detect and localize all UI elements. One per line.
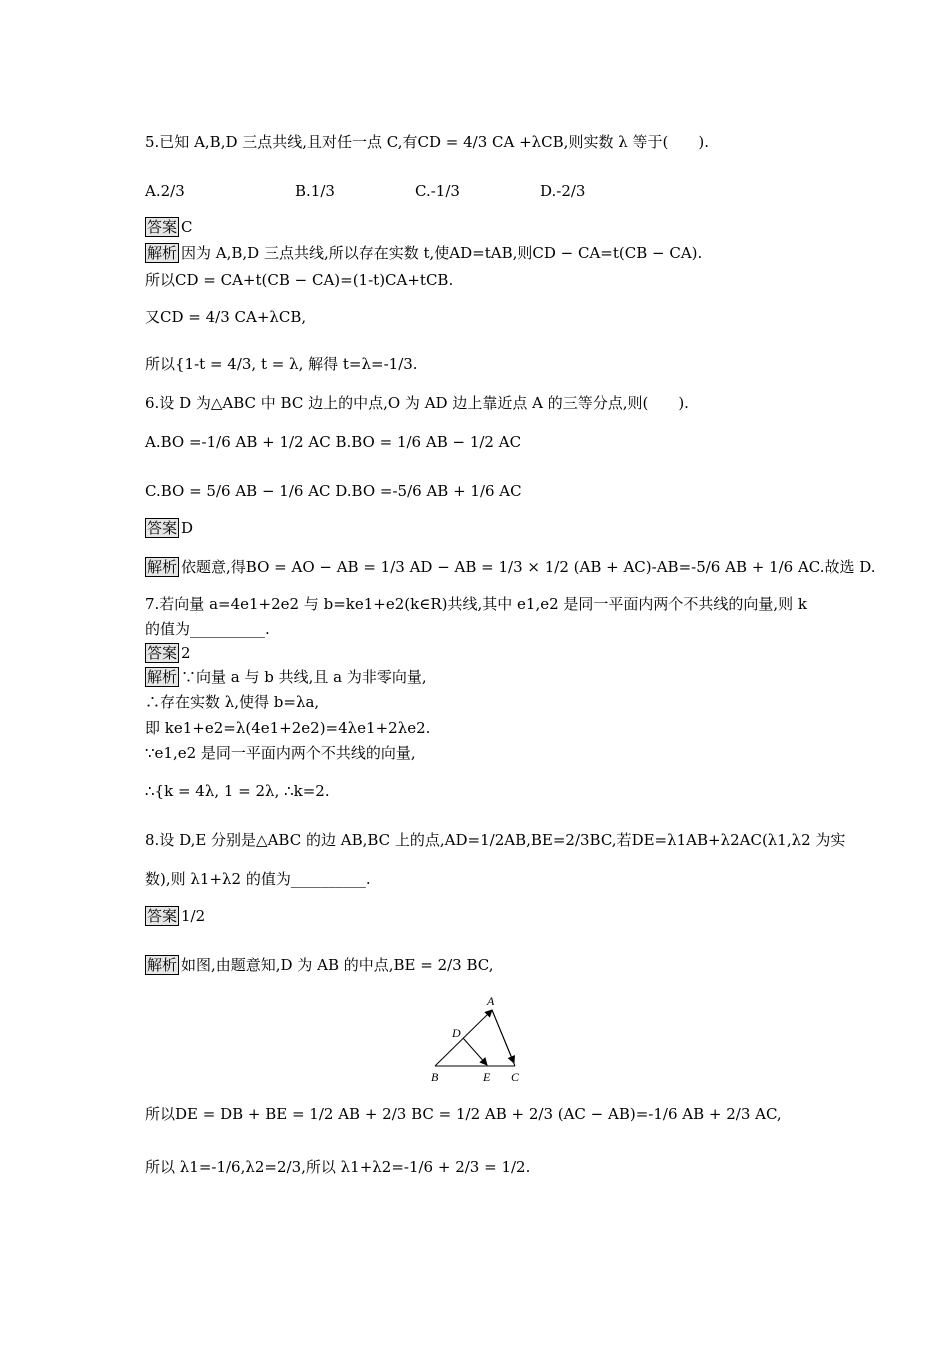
answer-tag: 答案 [147,519,178,537]
answer-tag: 答案 [147,218,178,236]
q5-analysis-text-1: 因为 A,B,D 三点共线,所以存在实数 t,使AD=tAB,则CD − CA=t(CB − CA). [181,244,703,262]
q6-options-row-1: A.BO =-1/6 AB + 1/2 AC B.BO = 1/6 AB − 1/2 AC [145,433,522,451]
q8-analysis-text-1: 如图,由题意知,D 为 AB 的中点,BE = 2/3 BC, [181,956,494,974]
q6-answer: D [181,519,194,537]
q6-analysis-line [145,557,876,577]
q7-analysis-line-5: ∴{k = 4λ, 1 = 2λ, ∴k=2. [145,782,330,800]
q5-stem: 5.已知 A,B,D 三点共线,且对任一点 C,有CD = 4/3 CA +λCB,则实数 λ 等于( ). [145,133,709,151]
q7-stem-line-2: 的值为__________. [145,620,270,638]
q5-option-c: C.-1/3 [415,182,460,200]
q5-option-d: D.-2/3 [540,182,586,200]
q7-analysis-line-2: ∴存在实数 λ,使得 b=λa, [145,693,320,711]
q6-options-row-2: C.BO = 5/6 AB − 1/6 AC D.BO =-5/6 AB + 1/6 AC [145,482,522,500]
q7-analysis-line-3: 即 ke1+e2=λ(4e1+2e2)=4λe1+2λe2. [145,719,431,737]
analysis-tag: 解析 [147,956,178,974]
q5-answer: C [181,218,193,236]
q5-analysis-line-4: 所以{1-t = 4/3, t = λ, 解得 t=λ=-1/3. [145,355,418,373]
vector-ac [492,1010,514,1063]
q5-option-a: A.2/3 [145,182,185,200]
q8-stem-line-1: 8.设 D,E 分别是△ABC 的边 AB,BC 上的点,AD=1/2AB,BE=2/3BC,若DE=λ1AB+λ2AC(λ1,λ2 为实 [145,831,846,849]
q7-analysis-text-1: ∵向量 a 与 b 共线,且 a 为非零向量, [181,668,427,686]
triangle-figure [425,990,535,1085]
q7-analysis-line-4: ∵e1,e2 是同一平面内两个不共线的向量, [145,744,416,762]
q7-answer: 2 [181,644,191,662]
analysis-tag: 解析 [147,244,178,262]
q7-stem-line-1: 7.若向量 a=4e1+2e2 与 b=ke1+e2(k∈R)共线,其中 e1,e2 是同一平面内两个不共线的向量,则 k [145,595,808,613]
vector-de [463,1038,487,1065]
q8-answer: 1/2 [181,907,206,925]
q5-analysis-line-1 [145,243,702,263]
label-b: B [431,1070,439,1084]
q7-analysis-line-1 [145,667,427,687]
q8-stem-line-2: 数),则 λ1+λ2 的值为__________. [145,870,371,888]
q5-answer-line [145,217,193,237]
q6-answer-line [145,518,193,538]
q6-analysis-text: 依题意,得BO = AO − AB = 1/3 AD − AB = 1/3 × 1/2 (AB + AC)-AB=-5/6 AB + 1/6 AC.故选 D. [181,558,876,576]
label-d: D [452,1026,461,1040]
analysis-tag: 解析 [147,558,178,576]
q5-analysis-line-3: 又CD = 4/3 CA+λCB, [145,308,307,326]
q5-option-b: B.1/3 [295,182,335,200]
label-e: E [483,1070,491,1084]
analysis-tag: 解析 [147,668,178,686]
label-a: A [487,994,495,1008]
q7-answer-line [145,643,191,663]
q8-analysis-line-2: 所以DE = DB + BE = 1/2 AB + 2/3 BC = 1/2 AB + 2/3 (AC − AB)=-1/6 AB + 2/3 AC, [145,1105,782,1123]
q8-analysis-line-1 [145,955,494,975]
q5-analysis-line-2: 所以CD = CA+t(CB − CA)=(1-t)CA+tCB. [145,271,454,289]
label-c: C [511,1070,520,1084]
q8-analysis-line-3: 所以 λ1=-1/6,λ2=2/3,所以 λ1+λ2=-1/6 + 2/3 = 1/2. [145,1158,531,1176]
answer-tag: 答案 [147,644,178,662]
q8-answer-line [145,906,205,926]
q6-stem: 6.设 D 为△ABC 中 BC 边上的中点,O 为 AD 边上靠近点 A 的三等分点,则( ). [145,394,689,412]
triangle-diagram [425,990,535,1085]
answer-tag: 答案 [147,907,178,925]
